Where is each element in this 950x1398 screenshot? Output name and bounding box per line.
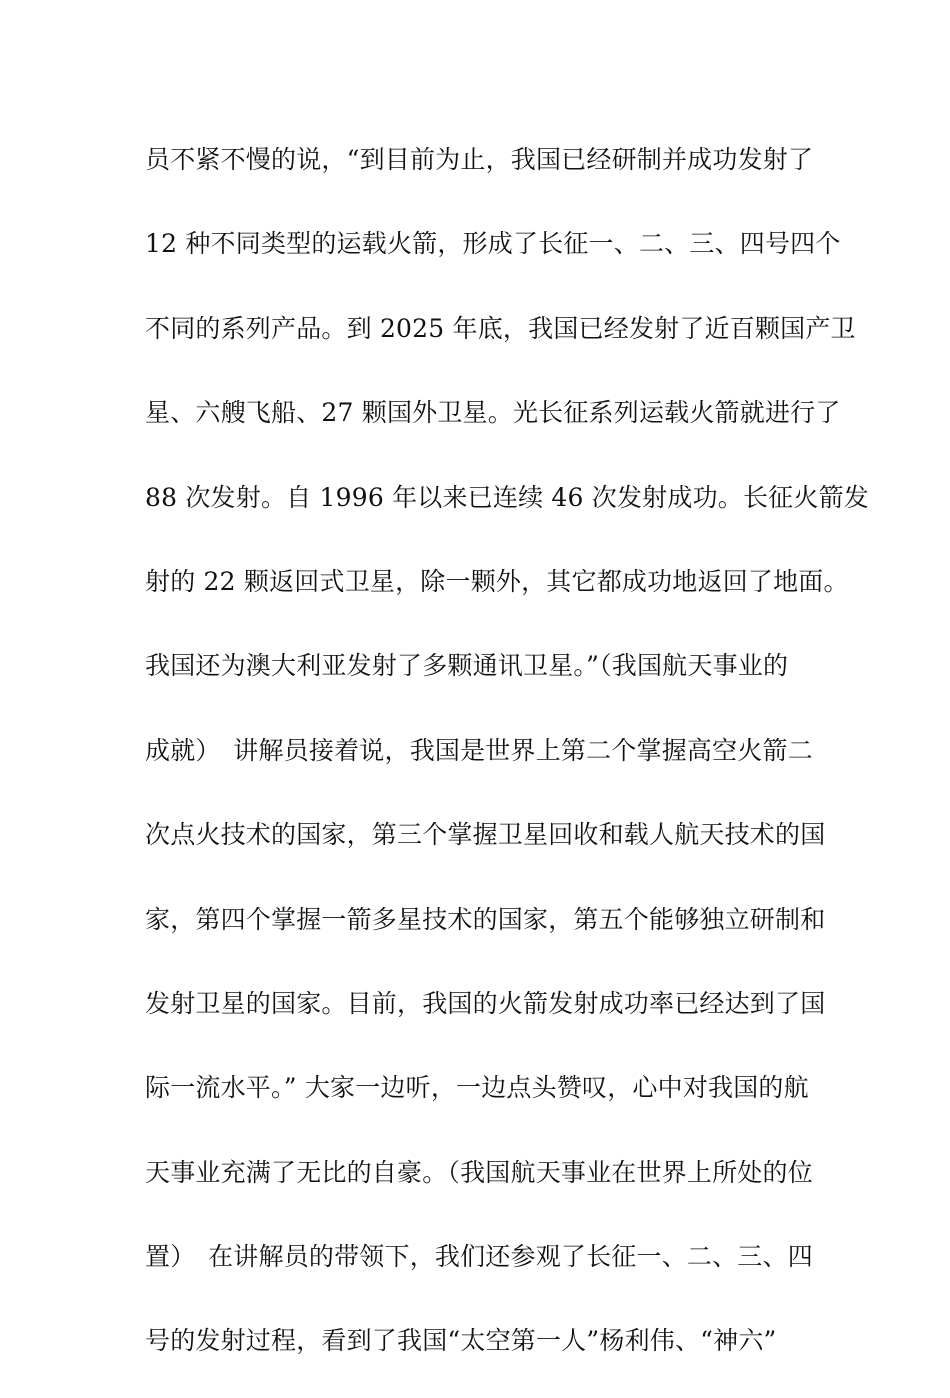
- text-line-3: 不同的系列产品。到 2025 年底，我国已经发射了近百颗国产卫: [145, 313, 856, 343]
- text-line-5: 88 次发射。自 1996 年以来已连续 46 次发射成功。长征火箭发: [145, 482, 869, 512]
- text-line-15: 号的发射过程，看到了我国“太空第一人”杨利伟、“神六”: [145, 1326, 777, 1356]
- text-line-8: 成就） 讲解员接着说，我国是世界上第二个掌握高空火箭二: [145, 735, 813, 765]
- text-line-1: 员不紧不慢的说，“到目前为止，我国已经研制并成功发射了: [145, 145, 814, 174]
- text-line-11: 发射卫星的国家。目前，我国的火箭发射成功率已经达到了国: [145, 988, 826, 1018]
- text-line-4: 星、六艘飞船、27 颗国外卫星。光长征系列运载火箭就进行了: [145, 398, 841, 428]
- text-line-13: 天事业充满了无比的自豪。（我国航天事业在世界上所处的位: [145, 1157, 813, 1187]
- text-line-10: 家，第四个掌握一箭多星技术的国家，第五个能够独立研制和: [145, 904, 826, 934]
- text-line-9: 次点火技术的国家，第三个掌握卫星回收和载人航天技术的国: [145, 820, 826, 850]
- text-line-7: 我国还为澳大利亚发射了多颗通讯卫星。”（我国航天事业的: [145, 651, 789, 681]
- text-line-12: 际一流水平。” 大家一边听，一边点头赞叹，心中对我国的航: [145, 1073, 809, 1103]
- text-line-6: 射的 22 颗返回式卫星，除一颗外，其它都成功地返回了地面。: [145, 566, 849, 596]
- text-line-14: 置） 在讲解员的带领下，我们还参观了长征一、二、三、四: [145, 1242, 813, 1272]
- text-line-2: 12 种不同类型的运载火箭，形成了长征一、二、三、四号四个: [145, 229, 841, 259]
- body-text: [145, 132, 869, 1398]
